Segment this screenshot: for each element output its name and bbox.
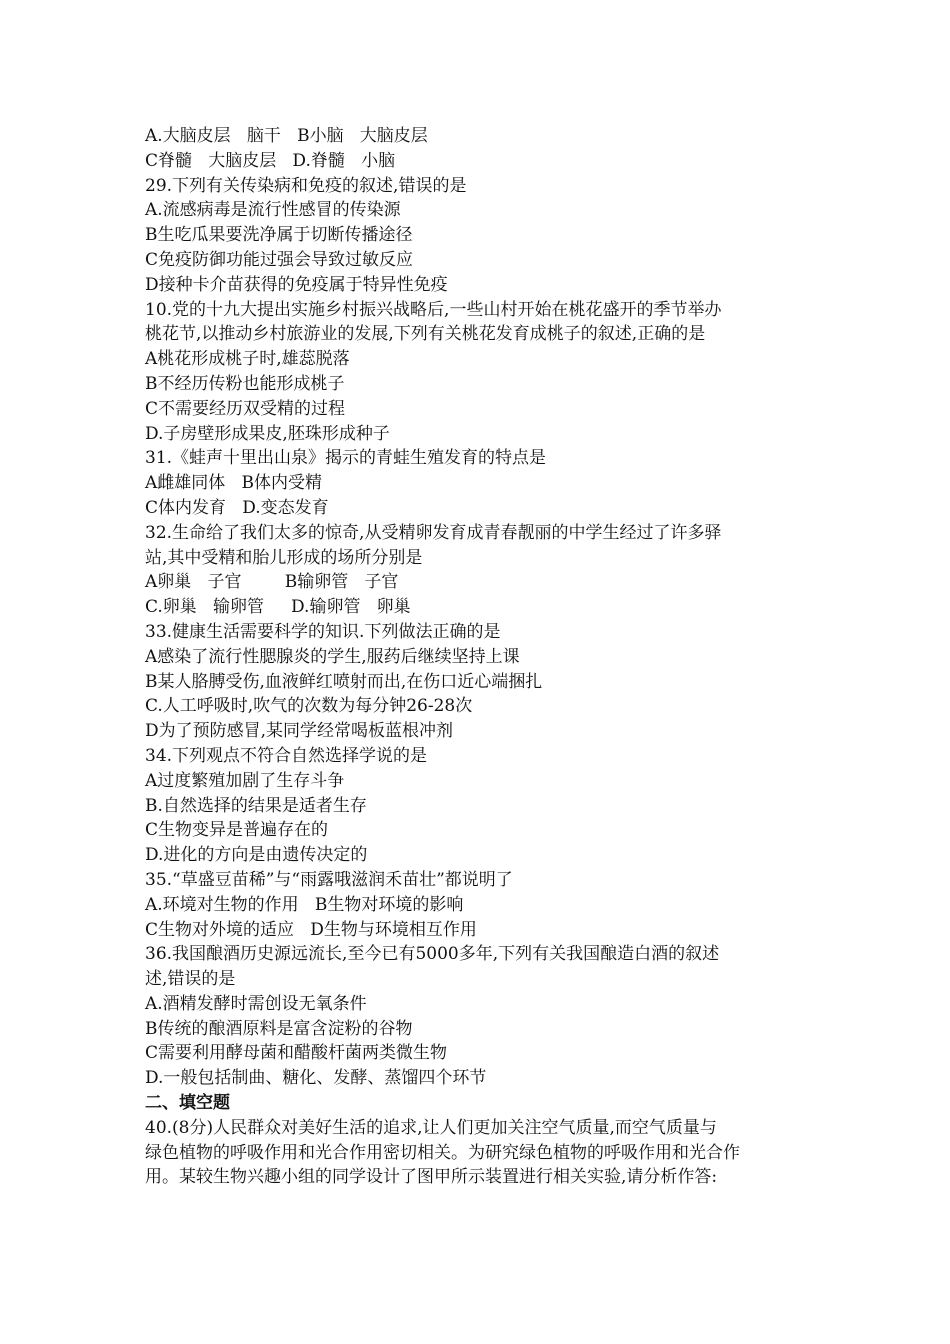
q32-option-cd: C.卵巢 输卵管 D.输卵管 卵巢 <box>145 597 411 618</box>
q40-stem-line3: 用。某较生物兴趣小组的同学设计了图甲所示装置进行相关实验,请分析作答: <box>145 1167 718 1188</box>
q40-stem-line1: 40.(8分)人民群众对美好生活的追求,让人们更加关注空气质量,而空气质量与 <box>145 1117 717 1138</box>
q34-stem: 34.下列观点不符合自然选择学说的是 <box>145 745 428 766</box>
q36-option-d: D.一般包括制曲、糖化、发酵、蒸馏四个环节 <box>145 1068 487 1089</box>
q31-option-ab: A雌雄同体 B体内受精 <box>145 473 322 494</box>
q40-stem-line2: 绿色植物的呼吸作用和光合作用密切相关。为研究绿色植物的呼吸作用和光合作 <box>145 1142 740 1163</box>
q34-option-c: C生物变异是普遍存在的 <box>145 820 329 841</box>
q36-option-a: A.酒精发酵时需创设无氧条件 <box>145 993 367 1014</box>
q33-option-d: D为了预防感冒,某同学经常喝板蓝根冲剂 <box>145 721 454 742</box>
q31-stem: 31.《蛙声十里出山泉》揭示的青蛙生殖发育的特点是 <box>145 448 547 469</box>
q36-option-c: C需要利用酵母菌和醋酸杆菌两类微生物 <box>145 1043 448 1064</box>
q30-stem-line2: 桃花节,以推动乡村旅游业的发展,下列有关桃花发育成桃子的叙述,正确的是 <box>145 324 706 345</box>
q29-option-b: B生吃瓜果要洗净属于切断传播途径 <box>145 225 413 246</box>
q30-option-c: C不需要经历双受精的过程 <box>145 398 346 419</box>
q29-stem: 29.下列有关传染病和免疫的叙述,错误的是 <box>145 175 467 196</box>
q36-stem-line2: 述,错误的是 <box>145 969 236 990</box>
q34-option-b: B.自然选择的结果是适者生存 <box>145 795 367 816</box>
q30-option-b: B不经历传粉也能形成桃子 <box>145 373 345 394</box>
q36-stem-line1: 36.我国酿酒历史源远流长,至今已有5000多年,下列有关我国酿造白酒的叙述 <box>145 944 720 965</box>
q28-option-cd: C脊髓 大脑皮层 D.脊髓 小脑 <box>145 150 396 171</box>
q32-option-ab: A卵巢 子官 B输卵管 子官 <box>145 572 399 593</box>
q32-stem-line2: 站,其中受精和胎儿形成的场所分别是 <box>145 547 423 568</box>
q35-option-cd: C生物对外境的适应 D生物与环境相互作用 <box>145 919 477 940</box>
q28-option-ab: A.大脑皮层 脑干 B小脑 大脑皮层 <box>145 126 428 146</box>
q30-option-d: D.子房壁形成果皮,胚珠形成种子 <box>145 423 390 444</box>
q34-option-a: A过度繁殖加剧了生存斗争 <box>145 770 345 791</box>
q30-option-a: A桃花形成桃子时,雄蕊脱落 <box>145 349 350 370</box>
q35-stem: 35.“草盛豆苗稀”与“雨露哦滋润禾苗壮”都说明了 <box>145 869 513 890</box>
q33-stem: 33.健康生活需要科学的知识.下列做法正确的是 <box>145 621 501 642</box>
q34-option-d: D.进化的方向是由遗传决定的 <box>145 845 368 866</box>
section-heading-fill-blank: 二、填空题 <box>145 1093 230 1114</box>
q30-stem-line1: 10.党的十九大提出实施乡村振兴战略后,一些山村开始在桃花盛开的季节举办 <box>145 299 722 320</box>
q35-option-ab: A.环境对生物的作用 B生物对环境的影响 <box>145 894 464 915</box>
q36-option-b: B传统的酿酒原料是富含淀粉的谷物 <box>145 1018 413 1039</box>
exam-page <box>145 124 825 1190</box>
q29-option-c: C免疫防御功能过强会导致过敏反应 <box>145 249 414 270</box>
q29-option-a: A.流感病毒是流行性感冒的传染源 <box>145 200 401 221</box>
q29-option-d: D接种卡介苗获得的免疫属于特异性免疫 <box>145 274 448 295</box>
q31-option-cd: C体内发育 D.变态发育 <box>145 497 329 518</box>
q33-option-a: A感染了流行性腮腺炎的学生,服药后继续坚持上课 <box>145 646 520 667</box>
q33-option-c: C.人工呼吸时,吹气的次数为每分钟26-28次 <box>145 696 473 717</box>
q33-option-b: B某人胳膊受伤,血液鲜红喷射而出,在伤口近心端捆扎 <box>145 671 543 692</box>
q32-stem-line1: 32.生命给了我们太多的惊奇,从受精卵发育成青春靓丽的中学生经过了许多驿 <box>145 522 722 543</box>
